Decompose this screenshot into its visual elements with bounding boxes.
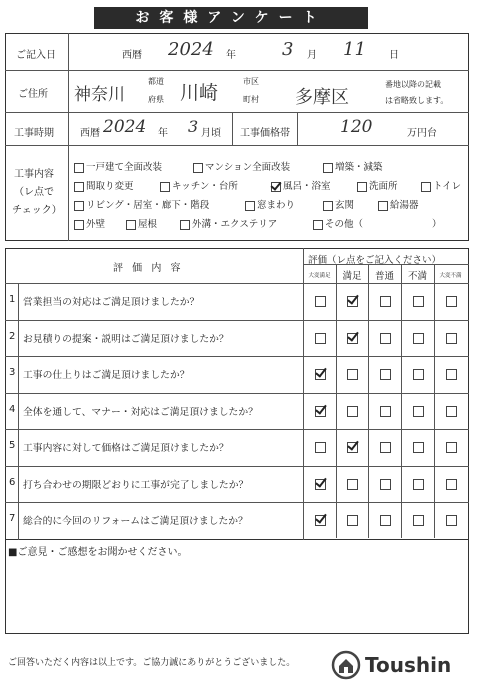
rating-level-header: 満足 <box>342 271 362 282</box>
work-option[interactable] <box>378 197 419 211</box>
option-label: 間取り変更 <box>86 181 134 192</box>
date-year-unit: 年 <box>226 50 236 61</box>
address-prefecture[interactable]: 神奈川 <box>74 85 125 105</box>
rating-checkbox[interactable] <box>315 406 326 417</box>
pref-unit-1: 都道 <box>148 77 164 86</box>
work-option[interactable] <box>74 197 209 211</box>
city-unit-1: 市区 <box>243 77 259 86</box>
survey-title: お客様アンケート <box>94 7 368 29</box>
question-number: 5 <box>9 440 16 451</box>
period-year[interactable]: 2024 <box>103 117 147 137</box>
rating-checkbox[interactable] <box>446 333 457 344</box>
date-era: 西暦 <box>122 50 142 61</box>
option-label: キッチン・台所 <box>172 181 238 192</box>
work-option[interactable] <box>245 197 295 211</box>
option-checkbox[interactable] <box>323 163 333 173</box>
work-option[interactable] <box>74 178 134 192</box>
footer-message: ご回答いただく内容は以上です。ご協力誠にありがとうございました。 <box>8 658 296 668</box>
date-day-unit: 日 <box>389 50 399 61</box>
option-checkbox[interactable] <box>180 220 190 230</box>
evaluation-table <box>5 248 469 540</box>
rating-checkbox[interactable] <box>380 333 391 344</box>
option-checkbox[interactable] <box>378 201 388 211</box>
question-text: 工事内容に対して価格はご満足頂けましたか？ <box>23 443 229 454</box>
option-checkbox[interactable] <box>126 220 136 230</box>
rating-checkbox[interactable] <box>413 369 424 380</box>
rating-checkbox[interactable] <box>380 479 391 490</box>
price-unit: 万円台 <box>407 128 437 139</box>
rating-level-header: 大変不満 <box>439 273 462 279</box>
period-era: 西暦 <box>80 128 100 139</box>
rating-checkbox[interactable] <box>347 406 358 417</box>
rating-checkbox[interactable] <box>413 406 424 417</box>
option-label: ） <box>432 219 442 230</box>
question-text: 全体を通して、マナー・対応はご満足頂けましたか？ <box>23 406 258 418</box>
rating-level-header: 大変満足 <box>308 273 331 279</box>
rating-checkbox[interactable] <box>446 479 457 490</box>
address-ward[interactable]: 多摩区 <box>295 87 349 108</box>
rating-checkbox[interactable] <box>446 369 457 380</box>
price-label: 工事価格帯 <box>240 128 290 139</box>
option-checkbox[interactable] <box>323 201 333 211</box>
question-number: 6 <box>9 476 16 488</box>
content-label-3: チェック） <box>12 205 62 216</box>
option-label: 屋根 <box>138 219 158 230</box>
option-label: その他（ <box>325 219 364 230</box>
address-note-1: 番地以降の記載 <box>385 80 441 89</box>
option-label: 一戸建て全面改装 <box>86 162 163 173</box>
date-year[interactable]: 2024 <box>168 39 214 60</box>
option-checkbox[interactable] <box>74 163 84 173</box>
rating-checkbox[interactable] <box>347 442 358 453</box>
rating-checkbox[interactable] <box>446 296 457 307</box>
rating-checkbox[interactable] <box>315 479 326 490</box>
rating-checkbox[interactable] <box>347 333 358 344</box>
option-checkbox[interactable] <box>271 182 281 192</box>
work-option[interactable] <box>323 159 383 173</box>
option-label: 外壁 <box>86 219 106 230</box>
option-label: 窓まわり <box>257 200 296 211</box>
brand-name: Toushin <box>365 653 452 677</box>
option-label: 玄関 <box>335 200 355 211</box>
option-checkbox[interactable] <box>357 182 367 192</box>
question-text: お見積りの提案・説明はご満足頂けましたか？ <box>23 333 229 345</box>
option-checkbox[interactable] <box>160 182 170 192</box>
date-label: ご記入日 <box>16 50 56 61</box>
rating-checkbox[interactable] <box>380 442 391 453</box>
work-option[interactable] <box>74 216 105 230</box>
comments-label: ■ご意見・ご感想をお聞かせください。 <box>8 547 188 558</box>
rating-checkbox[interactable] <box>413 333 424 344</box>
work-option[interactable] <box>160 178 238 192</box>
date-day[interactable]: 11 <box>343 39 366 60</box>
work-option[interactable] <box>74 159 162 173</box>
question-number: 3 <box>9 367 16 378</box>
rating-checkbox[interactable] <box>347 369 358 380</box>
work-option[interactable] <box>421 178 461 192</box>
period-month-unit: 月頃 <box>201 128 221 139</box>
option-label: 給湯器 <box>390 200 419 211</box>
question-number: 2 <box>9 330 16 342</box>
period-year-unit: 年 <box>158 128 168 139</box>
rating-checkbox[interactable] <box>413 442 424 453</box>
rating-checkbox[interactable] <box>315 369 326 380</box>
content-label-2: （レ点で <box>14 187 54 198</box>
option-checkbox[interactable] <box>245 201 255 211</box>
option-label: リビング・居室・廊下・階段 <box>86 200 210 211</box>
comments-input[interactable] <box>12 560 462 628</box>
option-checkbox[interactable] <box>313 220 323 230</box>
rating-checkbox[interactable] <box>446 406 457 417</box>
period-month[interactable]: 3 <box>188 117 199 136</box>
work-option[interactable] <box>323 197 354 211</box>
work-option[interactable] <box>193 159 290 173</box>
rating-checkbox[interactable] <box>446 442 457 453</box>
question-number: 7 <box>9 513 16 524</box>
work-option[interactable] <box>313 216 363 230</box>
rating-checkbox[interactable] <box>315 296 326 307</box>
rating-checkbox[interactable] <box>380 515 391 526</box>
rating-checkbox[interactable] <box>347 479 358 490</box>
option-label: 洗面所 <box>369 181 398 192</box>
option-checkbox[interactable] <box>74 182 84 192</box>
option-checkbox[interactable] <box>74 201 84 211</box>
rating-level-header: 普通 <box>374 271 394 282</box>
price-value[interactable]: 120 <box>340 117 373 137</box>
period-label: 工事時期 <box>14 128 54 139</box>
address-label: ご住所 <box>18 89 48 100</box>
eval-header-rating: 評価（レ点をご記入ください） <box>308 255 442 266</box>
work-option[interactable] <box>126 216 157 230</box>
rating-checkbox[interactable] <box>380 369 391 380</box>
rating-checkbox[interactable] <box>413 515 424 526</box>
rating-checkbox[interactable] <box>315 442 326 453</box>
option-label: マンション全面改装 <box>205 162 291 173</box>
address-city[interactable]: 川崎 <box>180 82 219 104</box>
question-number: 4 <box>9 403 16 415</box>
address-note-2: は省略致します。 <box>385 96 449 105</box>
question-text: 営業担当の対応はご満足頂けましたか？ <box>23 297 200 308</box>
rating-checkbox[interactable] <box>315 515 326 526</box>
question-text: 工事の仕上りはご満足頂けましたか？ <box>23 370 190 381</box>
question-text: 総合的に今回のリフォームはご満足頂けましたか？ <box>23 516 248 527</box>
question-number: 1 <box>9 294 16 305</box>
rating-checkbox[interactable] <box>347 296 358 307</box>
option-checkbox[interactable] <box>193 163 203 173</box>
option-label: トイレ <box>433 181 462 192</box>
date-month[interactable]: 3 <box>282 39 294 60</box>
rating-checkbox[interactable] <box>380 296 391 307</box>
rating-checkbox[interactable] <box>413 296 424 307</box>
content-label-1: 工事内容 <box>14 169 54 180</box>
date-month-unit: 月 <box>307 50 317 61</box>
rating-checkbox[interactable] <box>380 406 391 417</box>
rating-checkbox[interactable] <box>347 515 358 526</box>
work-option[interactable] <box>357 178 398 192</box>
option-label: 風呂・浴室 <box>283 181 331 192</box>
city-unit-2: 町村 <box>243 95 259 104</box>
option-checkbox[interactable] <box>74 220 84 230</box>
option-label: 外溝・エクステリア <box>192 219 278 230</box>
rating-level-header: 不満 <box>407 271 427 282</box>
work-option[interactable] <box>432 216 442 230</box>
rating-checkbox[interactable] <box>413 479 424 490</box>
eval-header-content: 評 価 内 容 <box>113 263 184 274</box>
question-text: 打ち合わせの期限どおりに工事が完了しましたか？ <box>23 479 249 491</box>
pref-unit-2: 府県 <box>148 95 164 104</box>
rating-checkbox[interactable] <box>446 515 457 526</box>
toushin-logo-icon <box>331 650 361 680</box>
work-option[interactable] <box>271 178 331 192</box>
option-checkbox[interactable] <box>421 182 431 192</box>
option-label: 増築・減築 <box>335 162 383 173</box>
rating-checkbox[interactable] <box>315 333 326 344</box>
work-option[interactable] <box>180 216 277 230</box>
